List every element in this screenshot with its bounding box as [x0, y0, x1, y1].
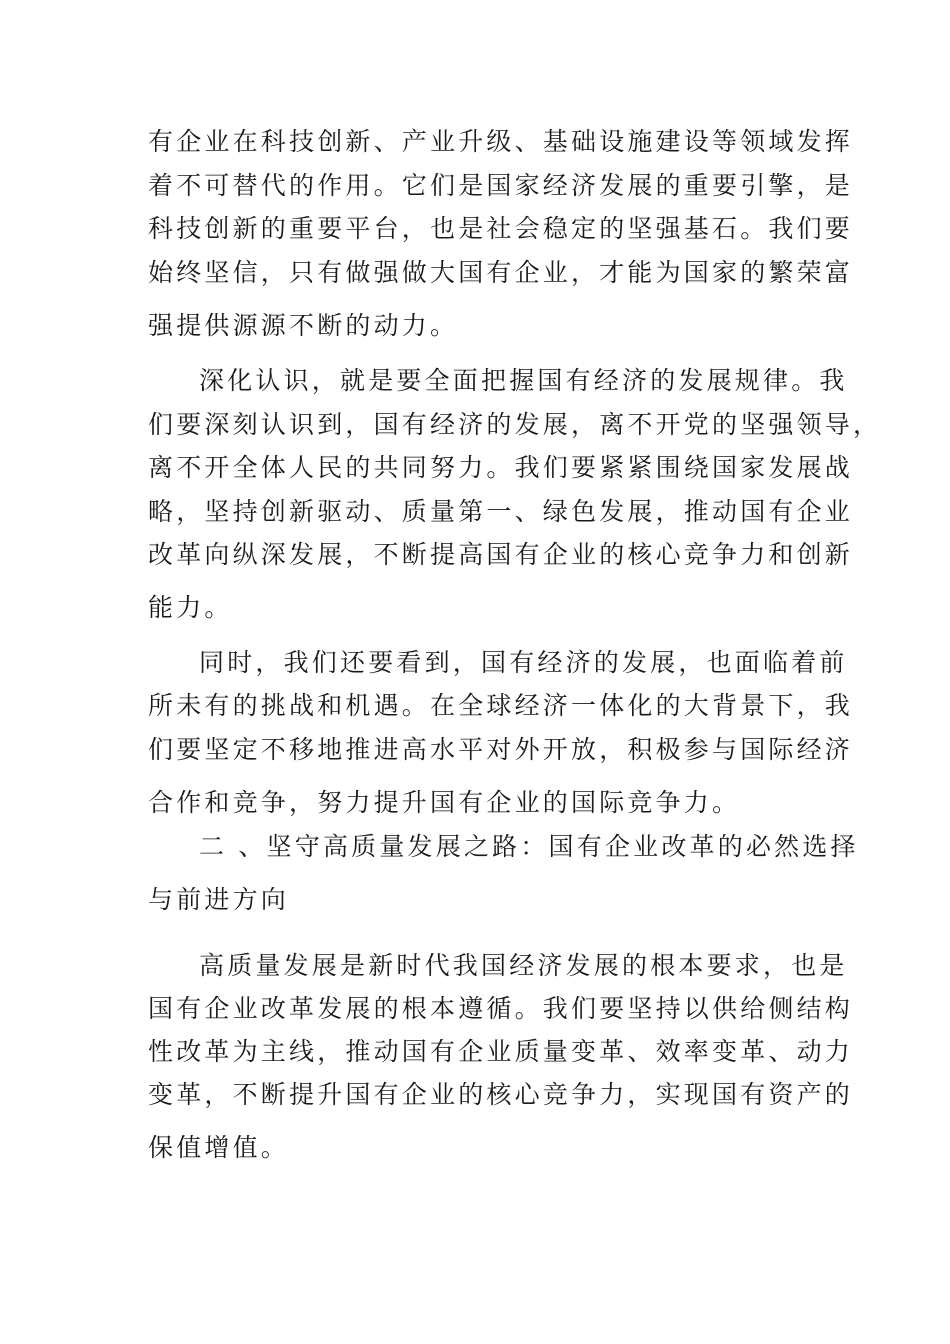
text-line: 略，坚持创新驱动、质量第一、绿色发展，推动国有企业	[148, 497, 854, 526]
text-line: 能力。	[148, 593, 233, 622]
text-line: 国有企业改革发展的根本遵循。我们要坚持以供给侧结构	[148, 994, 854, 1023]
text-line: 科技创新的重要平台，也是社会稳定的坚强基石。我们要	[148, 214, 854, 243]
paragraph-start-line: 同时，我们还要看到，国有经济的发展，也面临着前	[199, 648, 848, 677]
text-line: 变革，不断提升国有企业的核心竞争力，实现国有资产的	[148, 1080, 854, 1109]
paragraph-start-line: 深化认识，就是要全面把握国有经济的发展规律。我	[199, 366, 848, 395]
text-line: 离不开全体人民的共同努力。我们要紧紧围绕国家发展战	[148, 453, 854, 482]
section-heading: 二 、坚守高质量发展之路：国有企业改革的必然选择	[199, 832, 859, 861]
text-line: 们要深刻认识到，国有经济的发展，离不开党的坚强领导，	[148, 410, 882, 439]
section-heading-continuation: 与前进方向	[148, 885, 290, 914]
paragraph-start-line: 高质量发展是新时代我国经济发展的根本要求，也是	[199, 951, 848, 980]
text-line: 合作和竞争，努力提升国有企业的国际竞争力。	[148, 788, 741, 817]
text-line: 所未有的挑战和机遇。在全球经济一体化的大背景下，我	[148, 691, 854, 720]
text-line: 强提供源源不断的动力。	[148, 311, 459, 340]
text-line: 始终坚信，只有做强做大国有企业，才能为国家的繁荣富	[148, 258, 854, 287]
text-line: 性改革为主线，推动国有企业质量变革、效率变革、动力	[148, 1037, 854, 1066]
text-line: 有企业在科技创新、产业升级、基础设施建设等领域发挥	[148, 127, 854, 156]
text-line: 改革向纵深发展，不断提高国有企业的核心竞争力和创新	[148, 540, 854, 569]
text-line: 保值增值。	[148, 1133, 290, 1162]
text-line: 们要坚定不移地推进高水平对外开放，积极参与国际经济	[148, 735, 854, 764]
text-line: 着不可替代的作用。它们是国家经济发展的重要引擎，是	[148, 171, 854, 200]
